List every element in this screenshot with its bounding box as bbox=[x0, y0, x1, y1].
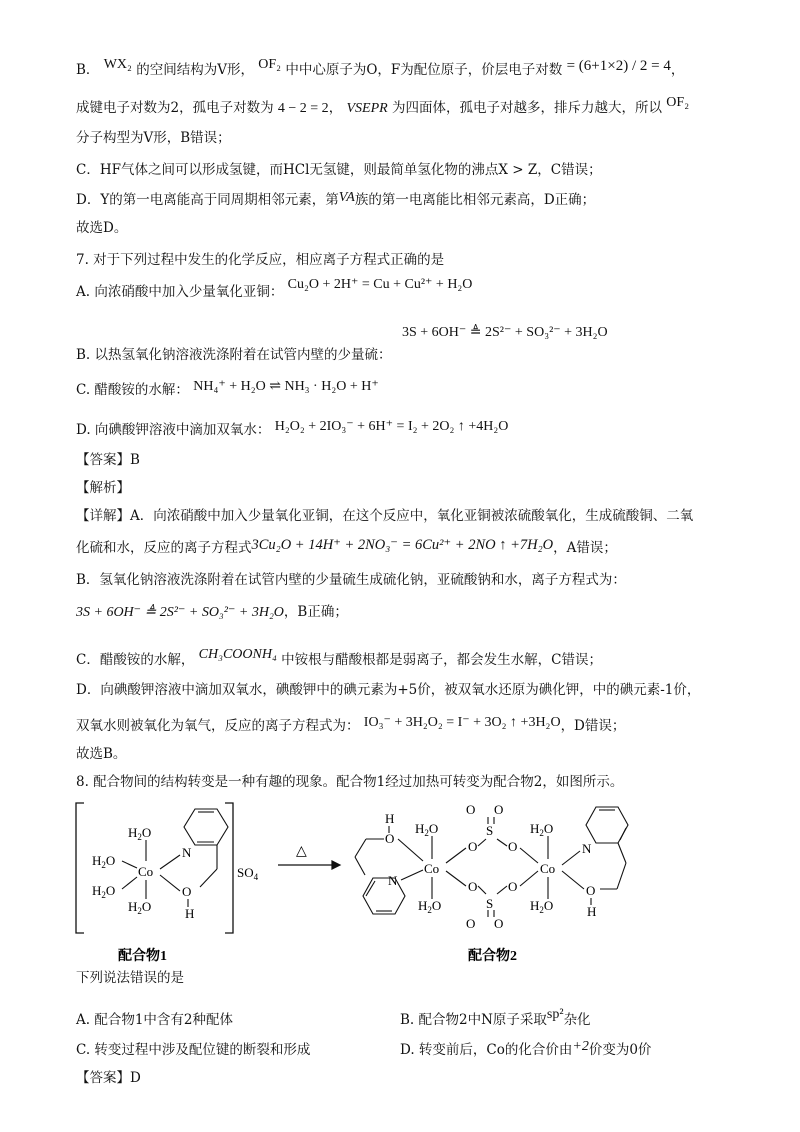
c2-s-bottom: S bbox=[486, 896, 494, 911]
heat-symbol: △ bbox=[296, 844, 307, 859]
c2-h2o-bottom-left: $H_2O$ bbox=[418, 898, 442, 915]
c1-cobalt: Co bbox=[138, 864, 154, 879]
q7-formula-ammonium-acetate: CH₃COONH₄ bbox=[198, 647, 277, 662]
q6-d-text1: D．Y的第一电离能高于同周期相邻元素，第 bbox=[76, 192, 339, 208]
c2-h2o-bottom-right: $H_2O$ bbox=[530, 898, 554, 915]
q6-formula-va: VA bbox=[338, 190, 355, 205]
c2-o-bridge2: O bbox=[508, 839, 518, 854]
c2-o-s2a: O bbox=[466, 916, 476, 931]
q8-b-text2: 杂化 bbox=[563, 1012, 591, 1028]
q7-detail-d1: D．向碘酸钾溶液中滴加双氧水，碘酸钾中的碘元素为+5价，被双氧水还原为碘化钾，中的碘元素-1价， bbox=[76, 682, 701, 698]
q6-b-label: B． bbox=[76, 62, 100, 78]
q8-structure-figure bbox=[0, 795, 800, 970]
c2-o-bridge1: O bbox=[468, 839, 478, 854]
q8-option-a: A. 配合物1中含有2种配体 bbox=[76, 1012, 234, 1028]
q7-detail-b2-tail: ，B正确； bbox=[283, 604, 348, 620]
q7-detail-c bbox=[76, 647, 602, 671]
q8-formula-sp2: sp² bbox=[546, 1007, 564, 1022]
q7-detail-b2 bbox=[76, 602, 348, 623]
q6-vsepr: VSEPR bbox=[346, 101, 388, 116]
q6-option-b-line2 bbox=[76, 95, 690, 119]
q7-detail-d2-tail: ，D错误； bbox=[560, 718, 626, 734]
q7-detail-b1: B．氢氧化钠溶液洗涤附着在试管内壁的少量硫生成硫化钠，亚硫酸钠和水，离子方程式为： bbox=[76, 572, 626, 588]
c1-oxygen: O bbox=[182, 884, 192, 899]
q7-detail-c-text2: 中铵根与醋酸根都是弱离子，都会发生水解，C错误； bbox=[281, 652, 602, 668]
q8-formula-plus2: +2 bbox=[572, 1039, 589, 1054]
c2-s-top: S bbox=[486, 823, 494, 838]
c2-cobalt-left: Co bbox=[424, 861, 440, 876]
c2-n-right: N bbox=[582, 841, 592, 856]
c1-h2o-left: $H_2O$ bbox=[92, 853, 116, 870]
q6-formula-valence: = (6+1×2) / 2 = 4 bbox=[566, 58, 671, 74]
c2-o-s1b: O bbox=[494, 802, 504, 817]
c2-o-bridge4: O bbox=[508, 879, 518, 894]
q7-a-equation: Cu₂O + 2H⁺ = Cu + Cu²⁺ + H₂O bbox=[287, 277, 473, 292]
c1-hydroxyl-h: H bbox=[185, 906, 195, 921]
q6-b-text2: 中中心原子为O，F为配位原子，价层电子对数 bbox=[285, 62, 563, 78]
q6-d-text2: 族的第一电离能比相邻元素高，D正确； bbox=[354, 192, 596, 208]
complex1-label: 配合物1 bbox=[118, 949, 167, 964]
complex2-label: 配合物2 bbox=[468, 949, 517, 964]
q7-option-c bbox=[76, 380, 379, 401]
q6-formula-of2-2: OF₂ bbox=[666, 95, 690, 110]
q7-final: 故选B。 bbox=[76, 746, 127, 762]
q7-c-equation: NH₄⁺ + H₂O ⇌ NH₃ · H₂O + H⁺ bbox=[193, 379, 379, 394]
c2-o-right: O bbox=[586, 883, 596, 898]
q7-detail-d2 bbox=[76, 716, 625, 737]
q6-final: 故选D。 bbox=[76, 220, 128, 236]
q8-option-b bbox=[400, 1007, 591, 1031]
c2-o-bridge3: O bbox=[468, 879, 478, 894]
q8-d-text1: D. 转变前后，Co的化合价由 bbox=[400, 1042, 573, 1058]
q7-option-d bbox=[76, 420, 508, 441]
q6-b-text1: 的空间结构为V形， bbox=[136, 62, 254, 78]
q7-detail-d2-text: 双氧水则被氧化为氧气，反应的离子方程式为： bbox=[76, 718, 360, 734]
c2-h2o-top-left: $H_2O$ bbox=[415, 821, 439, 838]
q6-b2-text2: 为四面体，孤电子对越多，排斥力越大，所以 bbox=[392, 100, 662, 116]
c1-h2o-bottom: $H_2O$ bbox=[128, 899, 152, 916]
reaction-arrow bbox=[278, 861, 340, 869]
q7-answer: 【答案】B bbox=[76, 452, 140, 468]
q7-c-text: C. 醋酸铵的水解： bbox=[76, 382, 189, 398]
q7-detail-a2-text: 化硫和水，反应的离子方程式 bbox=[76, 540, 252, 556]
c2-o-left: O bbox=[385, 831, 395, 846]
q7-d-text: D. 向碘酸钾溶液中滴加双氧水： bbox=[76, 422, 271, 438]
c1-nitrogen: N bbox=[182, 845, 192, 860]
q7-detail-a1: 【详解】A．向浓硝酸中加入少量氧化亚铜，在这个反应中，氧化亚铜被浓硫酸氧化，生成硫酸铜、二氧 bbox=[76, 508, 694, 524]
complex1-structure bbox=[92, 809, 228, 921]
q7-detail-c-text1: C．醋酸铵的水解， bbox=[76, 652, 195, 668]
q7-option-a bbox=[76, 277, 473, 303]
c1-h2o-left2: $H_2O$ bbox=[92, 883, 116, 900]
q8-d-text2: 价变为0价 bbox=[588, 1042, 652, 1058]
q7-detail-a2-tail: ，A错误； bbox=[553, 540, 617, 556]
q6-option-c: C．HF气体之间可以形成氢键，而HCl无氢键，则最简单氢化物的沸点X > Z，C错误； bbox=[76, 162, 602, 178]
q6-formula-lone-pairs: 4 − 2 = 2 bbox=[277, 101, 329, 116]
complex2-structure bbox=[355, 802, 628, 931]
q7-d-equation: H₂O₂ + 2IO₃⁻ + 6H⁺ = I₂ + 2O₂ ↑ +4H₂O bbox=[274, 419, 509, 434]
q6-b2-comma: ， bbox=[328, 100, 343, 116]
q7-detail-a2 bbox=[76, 538, 617, 558]
q6-option-d bbox=[76, 190, 595, 211]
q6-option-b-line1 bbox=[76, 57, 685, 81]
c2-n-left: N bbox=[388, 873, 398, 888]
q7-option-b: B. 以热氢氧化钠溶液洗涤附着在试管内壁的少量硫： bbox=[76, 347, 392, 363]
c2-cobalt-right: Co bbox=[540, 861, 556, 876]
c1-sulfate: $SO_4$ bbox=[237, 865, 259, 882]
q7-detail-b2-equation: 3S + 6OH⁻ ≜ 2S²⁻ + SO₃²⁻ + 3H₂O bbox=[76, 605, 284, 620]
q7-b-equation: 3S + 6OH⁻ ≜ 2S²⁻ + SO₃²⁻ + 3H₂O bbox=[402, 325, 608, 340]
c2-h-right: H bbox=[587, 904, 597, 919]
c2-o-s1a: O bbox=[466, 802, 476, 817]
q7-detail-a2-equation: 3Cu₂O + 14H⁺ + 2NO₃⁻ = 6Cu²⁺ + 2NO ↑ +7H₂O bbox=[251, 537, 554, 553]
q8-option-c: C. 转变过程中涉及配位键的断裂和形成 bbox=[76, 1042, 311, 1058]
q6-formula-wx2: WX₂ bbox=[103, 57, 132, 72]
q7-detail-d2-equation: IO₃⁻ + 3H₂O₂ = I⁻ + 3O₂ ↑ +3H₂O bbox=[363, 715, 561, 730]
c1-h2o-top: $H_2O$ bbox=[128, 825, 152, 842]
c2-o-s2b: O bbox=[494, 916, 504, 931]
q8-answer: 【答案】D bbox=[76, 1070, 141, 1086]
q8-option-d bbox=[400, 1040, 651, 1061]
q7-a-text: A. 向浓硝酸中加入少量氧化亚铜： bbox=[76, 284, 284, 300]
q8-question: 下列说法错误的是 bbox=[76, 970, 184, 986]
q7-stem: 7. 对于下列过程中发生的化学反应，相应离子方程式正确的是 bbox=[76, 252, 445, 268]
q6-b2-text1: 成键电子对数为2，孤电子对数为 bbox=[76, 100, 274, 116]
q8-b-text1: B. 配合物2中N原子采取 bbox=[400, 1012, 547, 1028]
q8-stem: 8. 配合物间的结构转变是一种有趣的现象。配合物1经过加热可转变为配合物2，如图所示。 bbox=[76, 774, 624, 790]
complex1-brackets bbox=[76, 803, 233, 933]
q6-b-comma: ， bbox=[670, 62, 685, 78]
q7-analysis-label: 【解析】 bbox=[76, 480, 130, 496]
q6-option-b-line3: 分子构型为V形，B错误； bbox=[76, 130, 231, 146]
q6-formula-of2: OF₂ bbox=[258, 57, 282, 72]
c2-h2o-top-right: $H_2O$ bbox=[530, 821, 554, 838]
c2-h-left: H bbox=[385, 811, 395, 826]
